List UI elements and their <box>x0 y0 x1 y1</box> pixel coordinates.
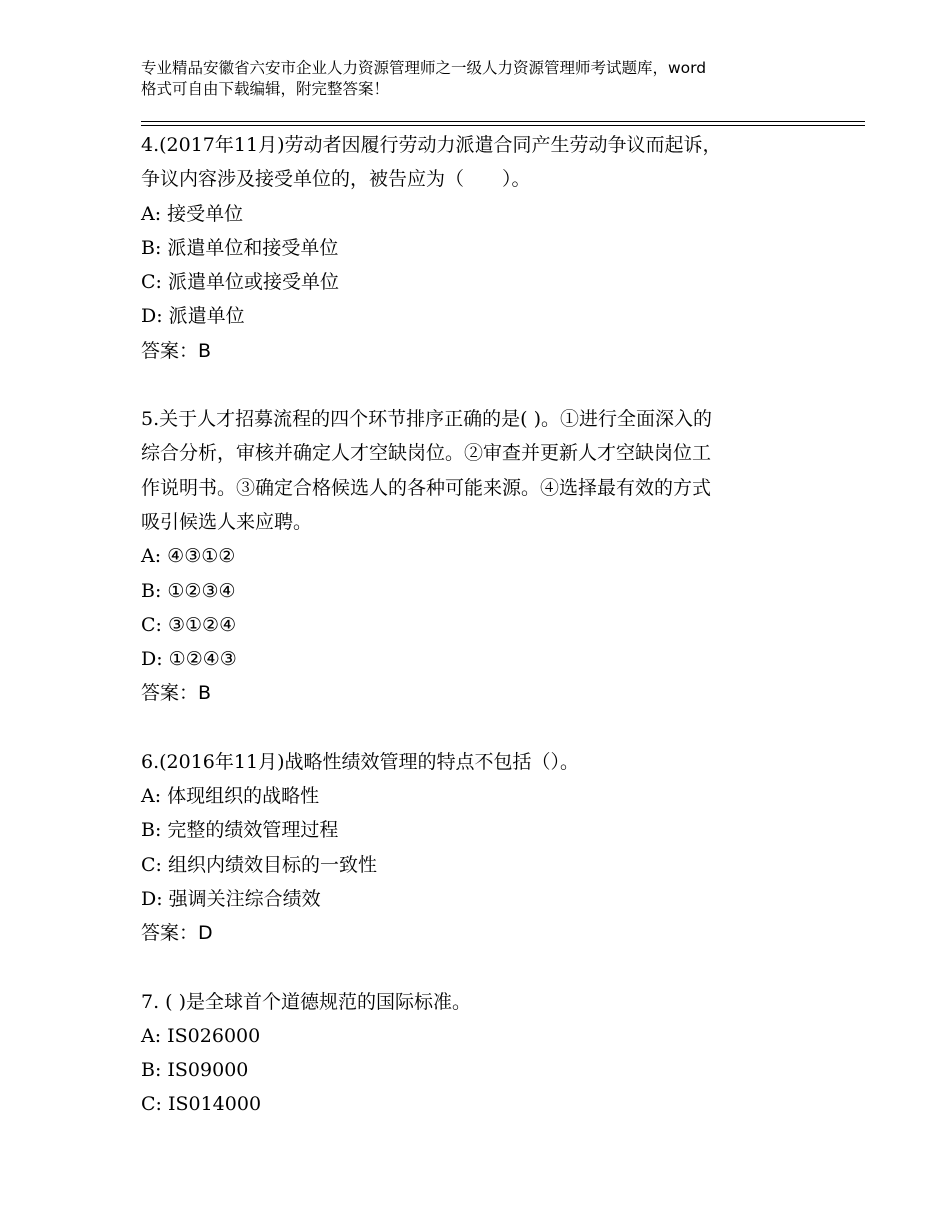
question-text <box>141 128 841 197</box>
question-line: 5.关于人才招募流程的四个环节排序正确的是( )。①进行全面深入的 <box>141 408 712 431</box>
question-5 <box>141 402 841 711</box>
question-line: 争议内容涉及接受单位的，被告应为（ ）。 <box>141 168 531 191</box>
option-c: C: ③①②④ <box>141 613 237 636</box>
option-a: A: IS026000 <box>141 1024 261 1047</box>
question-line: 吸引候选人来应聘。 <box>141 510 313 533</box>
question-text <box>141 402 841 539</box>
question-line: 综合分析，审核并确定人才空缺岗位。②审查并更新人才空缺岗位工 <box>141 442 712 465</box>
question-text <box>141 985 841 1019</box>
option-c: C: 组织内绩效目标的一致性 <box>141 853 377 876</box>
option-c: C: IS014000 <box>141 1093 262 1116</box>
option-b: B: ①②③④ <box>141 579 236 602</box>
question-line: 4.(2017年11月)劳动者因履行劳动力派遣合同产生劳动争议而起诉， <box>141 134 722 156</box>
option-b: B: 完整的绩效管理过程 <box>141 819 339 842</box>
header-line-2: 格式可自由下载编辑，附完整答案！ <box>141 80 390 98</box>
question-line: 6.(2016年11月)战略性绩效管理的特点不包括（）。 <box>141 750 579 773</box>
option-d: D: ①②④③ <box>141 648 237 671</box>
option-d: D: 强调关注综合绩效 <box>141 887 321 910</box>
option-c: C: 派遣单位或接受单位 <box>141 271 339 294</box>
question-6 <box>141 745 841 951</box>
option-a: A: ④③①② <box>141 545 236 568</box>
option-b: B: 派遣单位和接受单位 <box>141 236 339 259</box>
question-line: 7. ( )是全球首个道德规范的国际标准。 <box>141 990 472 1013</box>
header-line-1: 专业精品安徽省六安市企业人力资源管理师之一级人力资源管理师考试题库，word <box>141 59 707 77</box>
option-a: A: 体现组织的战略性 <box>141 785 320 808</box>
question-7 <box>141 985 841 1122</box>
header-rule-thick <box>141 121 865 122</box>
answer: 答案：B <box>141 339 212 362</box>
question-line: 作说明书。③确定合格候选人的各种可能来源。④选择最有效的方式 <box>141 476 712 499</box>
header-rule-thin <box>141 125 865 126</box>
question-list <box>141 128 841 1122</box>
option-a: A: 接受单位 <box>141 202 244 225</box>
answer: 答案：D <box>141 922 213 945</box>
option-b: B: IS09000 <box>141 1059 249 1082</box>
document-header <box>141 58 831 100</box>
option-d: D: 派遣单位 <box>141 305 245 328</box>
question-4 <box>141 128 841 368</box>
question-text <box>141 745 841 779</box>
answer: 答案：B <box>141 682 212 705</box>
